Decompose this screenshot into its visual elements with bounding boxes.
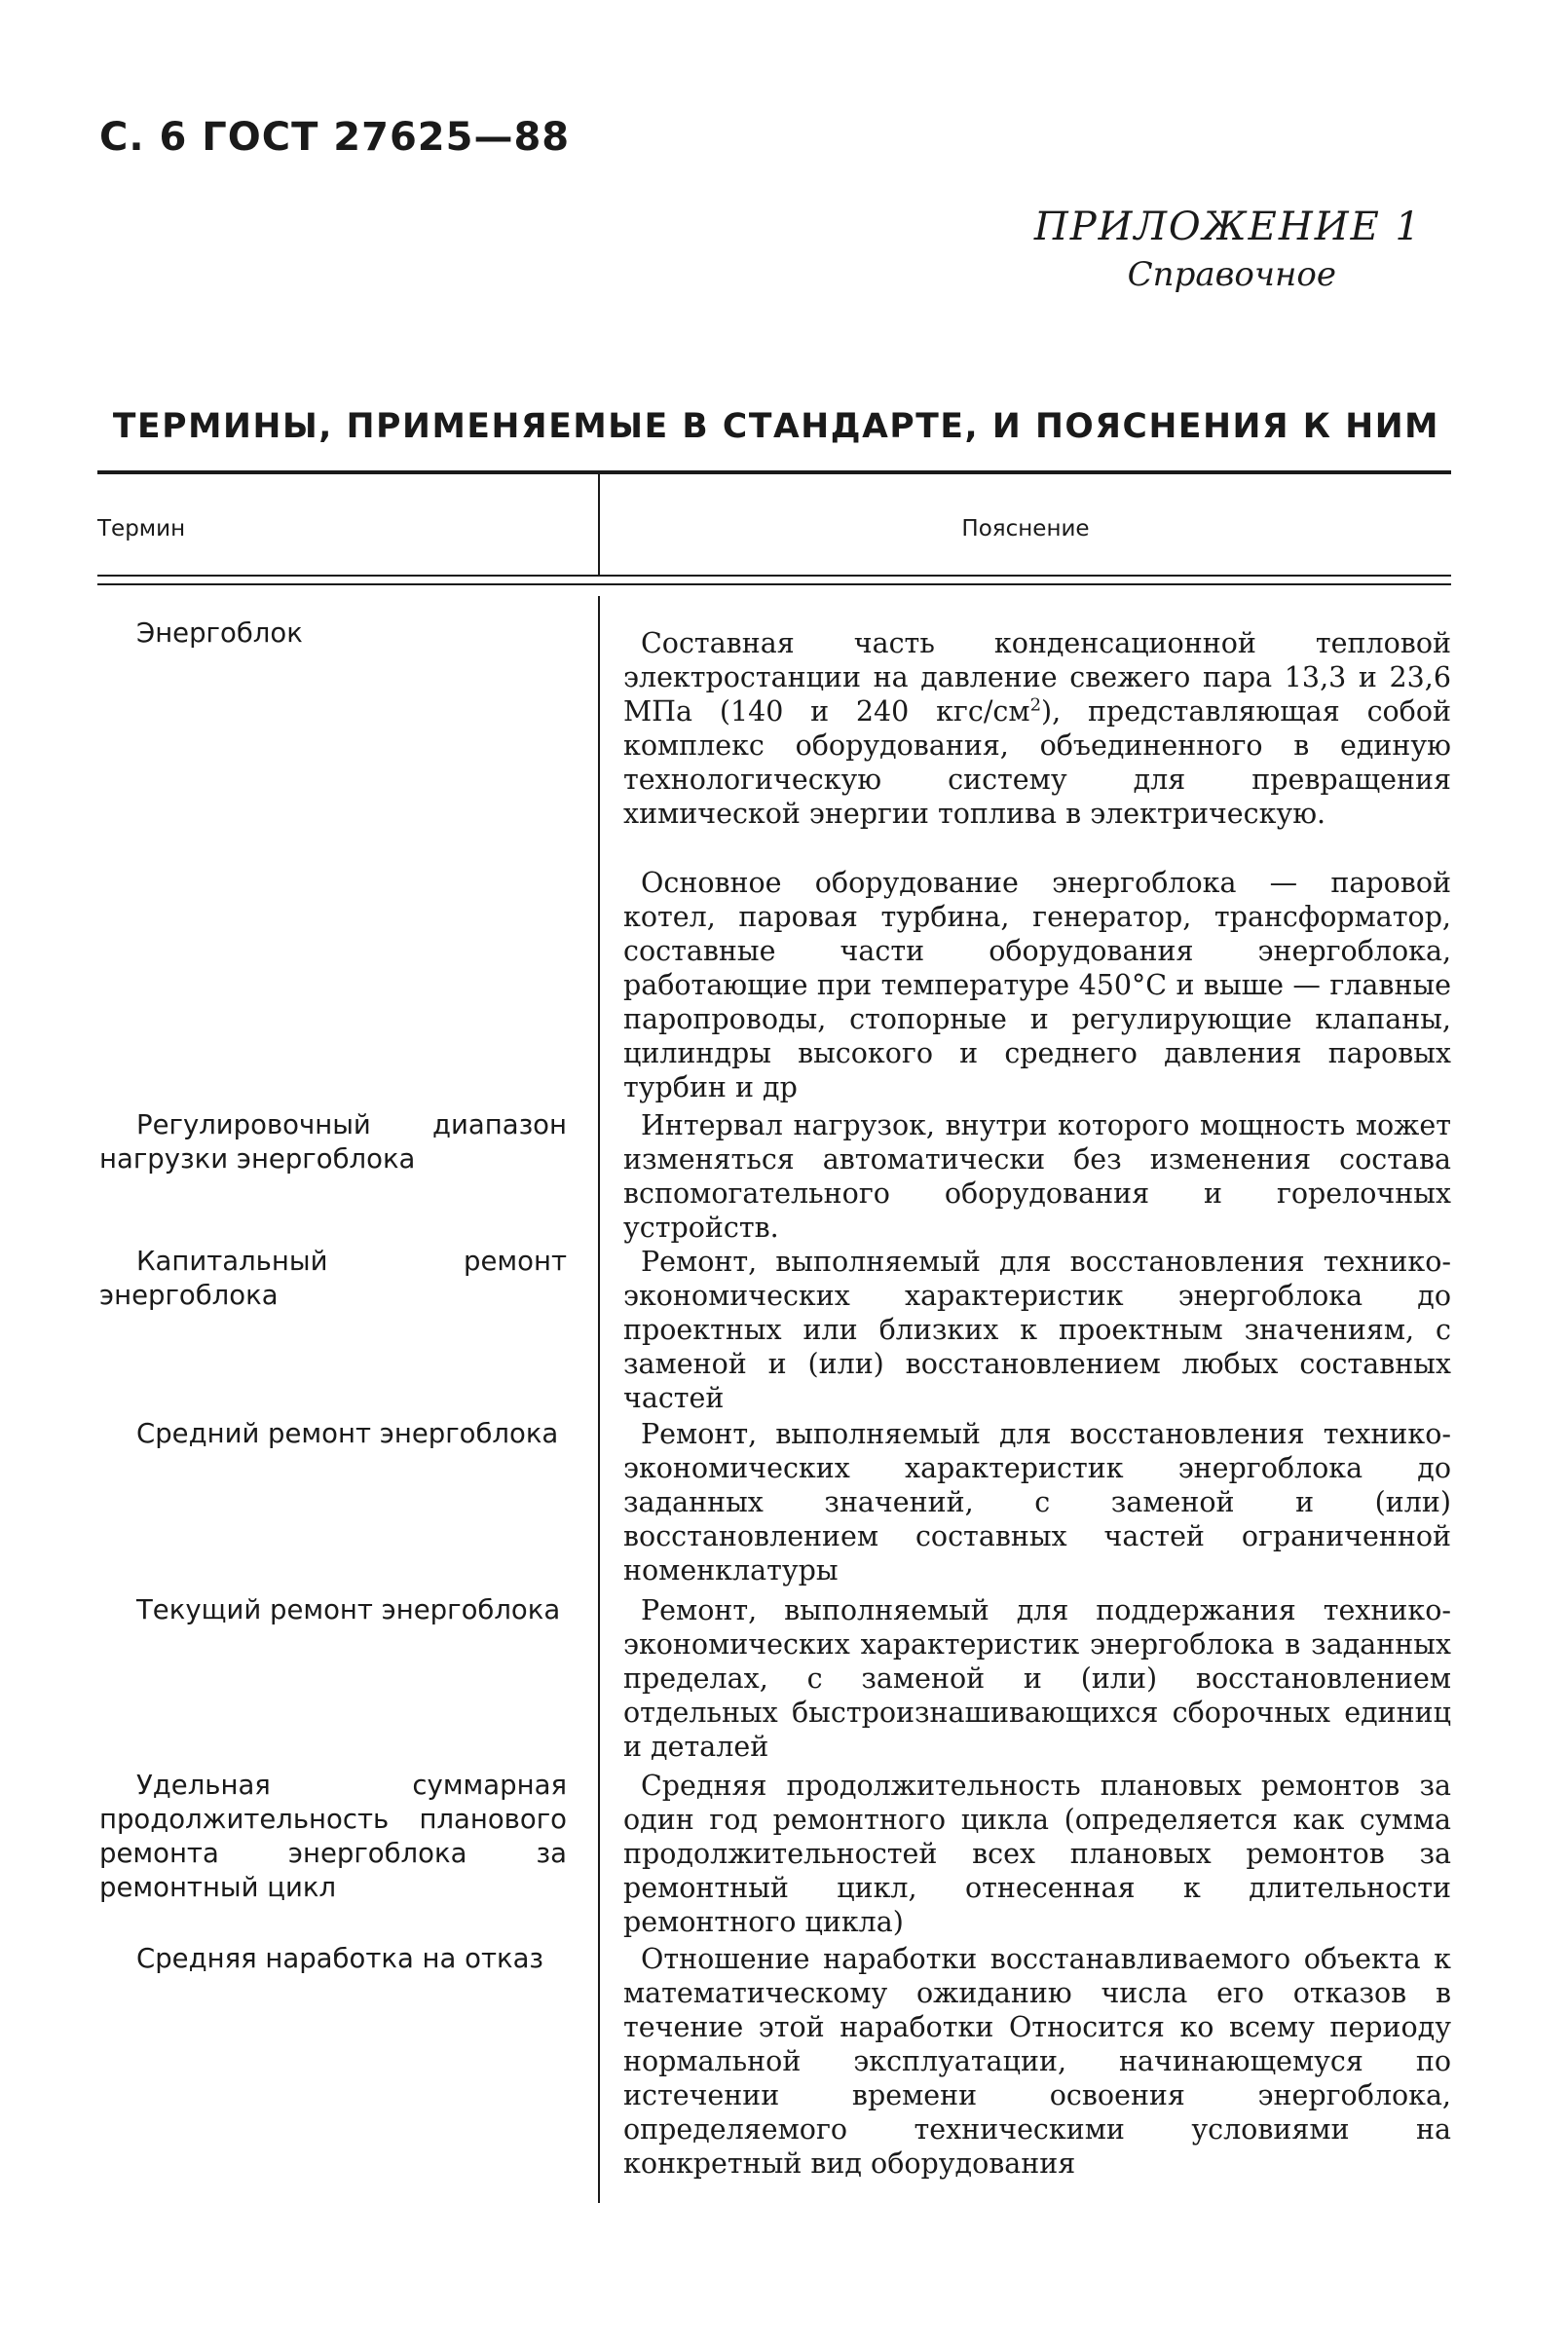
explanation-cell: Средняя продолжительность плановых ремонтов за один год ремонтного цикла (определяется как сумма продолжительностей всех плановых ремонтов за ремонтный цикл, отнесенная к длительности ремонтного цикла) xyxy=(623,1770,1451,1938)
table-top-rule xyxy=(97,470,1451,474)
term-cell: Средняя наработка на отказ xyxy=(136,1943,544,1974)
explanation-cell: Ремонт, выполняемый для восстановления технико-экономических характеристик энергоблока до заданных значений, с заменой и (или) восстановлением составных частей ограниченной номенклатуры xyxy=(623,1418,1451,1587)
appendix-subtitle: Справочное xyxy=(1127,255,1336,294)
explanation-text-continued: ), представляющая собой комплекс оборудования, объединенного в единую технологическую систему для превращения химической энергии топлива в электрическую. xyxy=(623,695,1451,830)
main-title: ТЕРМИНЫ, ПРИМЕНЯЕМЫЕ В СТАНДАРТЕ, И ПОЯСНЕНИЯ К НИМ xyxy=(112,407,1440,446)
term-cell: Капитальный ремонт энергоблока xyxy=(99,1246,567,1311)
term-cell: Энергоблок xyxy=(136,617,303,649)
term-cell: Регулировочный диапазон нагрузки энергоблока xyxy=(99,1109,567,1175)
explanation-text: Составная часть конденсационной тепловой электростанции на давление свежего пара 13,3 и 23,6 МПа (140 и 240 кгс/см xyxy=(623,627,1451,728)
page-header: С. 6 ГОСТ 27625—88 xyxy=(99,115,571,160)
explanation-cell: Ремонт, выполняемый для поддержания технико-экономических характеристик энергоблока в заданных пределах, с заменой и (или) восстановлением отдельных быстроизнашивающихся сборочных единиц и деталей xyxy=(623,1594,1451,1763)
header-double-rule-top xyxy=(97,575,1451,577)
column-header-explanation: Пояснение xyxy=(961,516,1090,541)
term-cell: Удельная суммарная продолжительность планового ремонта энергоблока за ремонтный цикл xyxy=(99,1770,567,1903)
superscript: 2 xyxy=(1029,694,1042,716)
appendix-title: ПРИЛОЖЕНИЕ 1 xyxy=(1033,205,1422,249)
term-cell: Средний ремонт энергоблока xyxy=(136,1418,559,1449)
explanation-cell: Ремонт, выполняемый для восстановления технико-экономических характеристик энергоблока до проектных или близких к проектным значениям, с заменой и (или) восстановлением любых составных частей xyxy=(623,1246,1451,1414)
explanation-cell xyxy=(623,626,1451,831)
body-column-divider xyxy=(598,596,600,2203)
explanation-cell: Отношение наработки восстанавливаемого объекта к математическому ожиданию числа его отказов в течение этой наработки Относится ко всему периоду нормальной эксплуатации, начинающемуся по истечении времени освоения энергоблока, определяемого техническими условиями на конкретный вид оборудования xyxy=(623,1943,1451,2180)
column-header-term: Термин xyxy=(97,516,186,541)
term-cell: Текущий ремонт энергоблока xyxy=(136,1594,561,1625)
header-double-rule-bottom xyxy=(97,583,1451,585)
explanation-cell-paragraph-2: Основное оборудование энергоблока — паровой котел, паровая турбина, генератор, трансформатор, составные части оборудования энергоблока, работающие при температуре 450°С и выше — главные паропроводы, стопорные и регулирующие клапаны, цилиндры высокого и среднего давления паровых турбин и др xyxy=(623,867,1451,1103)
explanation-cell: Интервал нагрузок, внутри которого мощность может изменяться автоматически без изменения состава вспомогательного оборудования и горелочных устройств. xyxy=(623,1109,1451,1244)
